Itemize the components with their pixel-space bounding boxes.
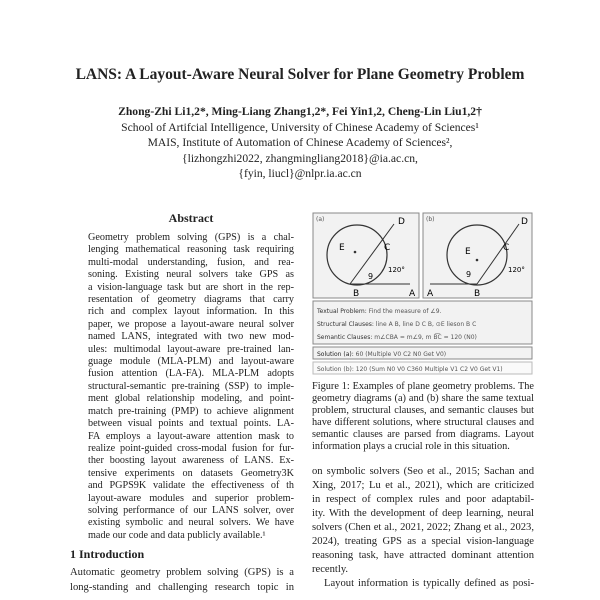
text-line: 2024), treating GPS as a special vision-language [312,536,534,547]
text-line: tensive experiments on datasets Geometry3K [88,467,294,479]
affiliation-1: School of Artifcial Intelligence, University of Chinese Academy of Sciences¹ [121,120,479,134]
text-line: in respect of complex rules and poor adaptabil- [312,494,534,505]
text-line: reasoning task, have attracted dominant attention [312,550,534,561]
abstract-body [88,232,294,542]
affiliation-2: MAIS, Institute of Automation of Chinese Academy of Sciences², [147,136,453,149]
text-line: between visual points and textual points. LA- [88,418,294,430]
diagram-a [313,213,419,299]
text-line: realize point-guided cross-modal fusion for fur- [88,442,294,454]
text-line: ment global relationship modeling, and point- [88,393,294,405]
paper-title: LANS: A Layout-Aware Neural Solver for Plane Geometry Problem [75,66,525,83]
text-line: long-standing and challenging research topic in [70,582,294,593]
svg-text:(a): (a) [316,216,325,223]
figure-caption [312,381,534,453]
email-2: {fyin, liucl}@nlpr.ia.ac.cn [238,167,362,180]
text-line: ther boosting layout awareness of LANS. Ex- [88,455,294,467]
text-line: Xing, 2017; Lu et al., 2021), which are criticized [312,480,534,491]
svg-text:D: D [398,217,405,227]
text-line: layout-aware modules and superior problem- [88,492,294,504]
text-line: paper, we propose a layout-aware neural solver [88,318,294,330]
text-line: problem, structural clauses, and semantic clauses but [312,405,534,416]
text-line: made our code and data publicly available.¹ [88,529,266,541]
text-line: guage module (MLA-PLM) and layout-aware [88,356,294,368]
text-line: lenging mathematical reasoning task requiring [88,244,294,256]
svg-text:A: A [427,289,434,299]
text-line: soning. Existing neural solvers take GPS as [88,269,294,281]
svg-text:120°: 120° [388,266,405,274]
text-line: match pre-training (PMP) to achieve alignment [88,405,294,417]
text-line: ules: multimodal layout-aware pre-trained lan- [88,343,294,355]
text-line: existing symbolic and neural solvers. We have [88,517,294,529]
text-line: fusion attention (LA-FA). MLA-PLM adopts [88,368,294,380]
svg-text:D: D [521,217,528,227]
author-names: Zhong-Zhi Li1,2*, Ming-Liang Zhang1,2*, Fei Yin1,2, Cheng-Lin Liu1,2† [118,105,482,118]
text-line: solving performance of our LANS solver, over [88,504,294,516]
svg-text:Solution (b): 120 (Sum N0 V0 C: Solution (b): 120 (Sum N0 V0 C360 Multiple V1 C2 V0 Get V1) [317,366,503,373]
svg-text:A: A [409,289,416,299]
text-line: Geometry problem solving (GPS) is a chal- [88,232,294,243]
body-right-column [312,465,534,591]
text-line: semantic clauses are parsed from diagrams. Layout [312,429,534,440]
abstract-heading: Abstract [168,211,214,225]
text-line: Layout information is typically defined as posi- [324,578,534,589]
svg-text:120°: 120° [508,266,525,274]
svg-text:Textual Problem: Find the meas: Textual Problem: Find the measure of ∠9. [317,308,442,315]
svg-text:E: E [339,243,345,253]
svg-text:C: C [503,243,510,253]
figure-1 [312,212,534,375]
svg-text:Semantic Clauses: m∠CBA = m∠9,: Semantic Clauses: m∠CBA = m∠9, m B͡C = 120 (N0) [317,334,477,341]
intro-body [70,565,294,595]
text-line: a vision-language task but are short in the rep- [88,281,294,293]
diagram-b [423,213,532,299]
text-line: Figure 1: Examples of plane geometry problems. The [312,381,534,392]
text-line: structural-semantic pre-training (SSP) to imple- [88,380,294,392]
text-line: on symbolic solvers (Seo et al., 2015; Sachan and [312,466,534,477]
intro-heading: 1 Introduction [70,547,145,561]
text-line: information plays a crucial role in this situation. [312,441,510,452]
svg-text:(b): (b) [426,216,435,223]
svg-text:9: 9 [368,272,374,281]
text-line: ity. With the development of deep learning, neural [312,508,534,519]
text-line: solvers (Chen et al., 2021, 2022; Zhang et al., 2023, [312,522,534,533]
text-line: named LANS, integrated with two new mod- [88,331,294,343]
text-line: geometry diagrams (a) and (b) share the same textual [312,393,534,404]
text-line: rich and complex layout information. In this [88,306,294,318]
text-line: have different solutions, where structural clauses and [312,417,534,428]
email-1: {lizhongzhi2022, zhangmingliang2018}@ia.ac.cn, [182,151,418,165]
svg-text:Structural Clauses: line A B,: Structural Clauses: line A B, line D C B, ⊙E lieson B C [317,321,477,328]
svg-text:B: B [353,289,360,299]
text-line: multi-modal understanding, fusion, and rea- [88,256,294,268]
text-line: FA employs a layout-aware attention mask to [88,430,294,442]
svg-text:C: C [384,243,391,253]
text-line: resentation of geometry diagrams that carry [88,294,294,306]
svg-text:Solution (a): 60 (Multiple V0: Solution (a): 60 (Multiple V0 C2 N0 Get V0) [317,351,447,358]
svg-text:E: E [465,247,471,257]
svg-text:9: 9 [466,270,472,279]
author-block [0,104,600,182]
text-line: and PGPS9K validate the effectiveness of th [88,480,294,492]
text-line: recently. [312,564,349,575]
svg-text:B: B [474,289,481,299]
text-line: Automatic geometry problem solving (GPS) is a [70,567,294,578]
